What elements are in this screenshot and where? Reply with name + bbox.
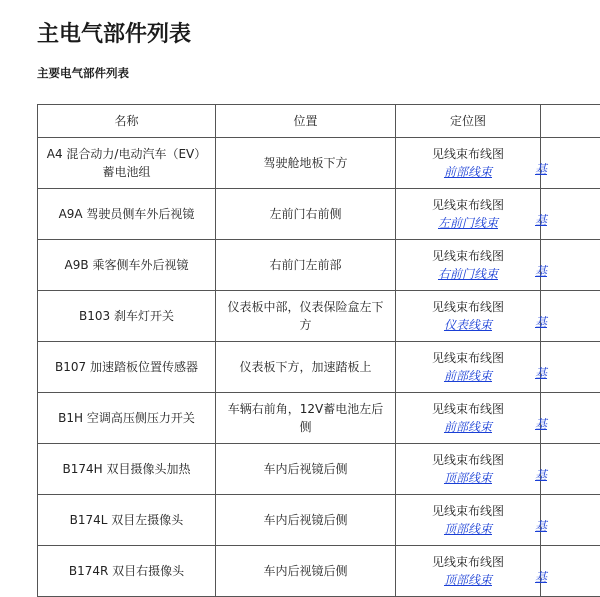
locator-map-cell: [396, 444, 541, 495]
table-row: [38, 138, 600, 189]
component-name: A9B 乘客侧车外后视镜: [38, 240, 216, 291]
section-subtitle: 主要电气部件列表: [37, 64, 129, 82]
extra-link[interactable]: 基: [535, 466, 547, 484]
table-row: [38, 495, 600, 546]
locator-map-cell: [396, 495, 541, 546]
table-row: [38, 240, 600, 291]
locator-map-cell: [396, 189, 541, 240]
locator-map-caption: 见线束布线图: [402, 196, 534, 214]
component-location: 仪表板中部，仪表保险盒左下方: [216, 291, 396, 342]
extra-link[interactable]: 基: [535, 160, 547, 178]
component-name: B174R 双目右摄像头: [38, 546, 216, 597]
locator-map-caption: 见线束布线图: [402, 400, 534, 418]
harness-link[interactable]: 前部线束: [444, 163, 492, 181]
locator-map-caption: 见线束布线图: [402, 553, 534, 571]
parts-table-body: [38, 138, 600, 597]
component-name: B174L 双目左摄像头: [38, 495, 216, 546]
locator-map-cell: [396, 240, 541, 291]
extra-link[interactable]: 基: [535, 568, 547, 586]
locator-map-cell: [396, 342, 541, 393]
harness-link[interactable]: 顶部线束: [444, 469, 492, 487]
table-row: [38, 444, 600, 495]
component-location: 左前门右前侧: [216, 189, 396, 240]
harness-link[interactable]: 左前门线束: [438, 214, 498, 232]
extra-link-cell: [541, 189, 600, 240]
parts-table: [37, 104, 600, 597]
extra-link-cell: [541, 291, 600, 342]
extra-link[interactable]: 基: [535, 517, 547, 535]
component-location: 车内后视镜后侧: [216, 495, 396, 546]
component-name: A4 混合动力/电动汽车（EV）蓄电池组: [38, 138, 216, 189]
component-name: B103 刹车灯开关: [38, 291, 216, 342]
extra-link[interactable]: 基: [535, 211, 547, 229]
page-title: 主电气部件列表: [37, 20, 191, 50]
component-name: B174H 双目摄像头加热: [38, 444, 216, 495]
header-name: 名称: [38, 105, 216, 138]
harness-link[interactable]: 前部线束: [444, 418, 492, 436]
extra-link[interactable]: 基: [535, 313, 547, 331]
extra-link-cell: [541, 444, 600, 495]
component-location: 车内后视镜后侧: [216, 546, 396, 597]
component-name: B107 加速踏板位置传感器: [38, 342, 216, 393]
extra-link[interactable]: 基: [535, 262, 547, 280]
harness-link[interactable]: 前部线束: [444, 367, 492, 385]
locator-map-cell: [396, 546, 541, 597]
harness-link[interactable]: 顶部线束: [444, 571, 492, 589]
component-location: 仪表板下方，加速踏板上: [216, 342, 396, 393]
header-location: 位置: [216, 105, 396, 138]
harness-link[interactable]: 顶部线束: [444, 520, 492, 538]
locator-map-cell: [396, 138, 541, 189]
locator-map-caption: 见线束布线图: [402, 451, 534, 469]
header-locator-map: 定位图: [396, 105, 541, 138]
component-location: 驾驶舱地板下方: [216, 138, 396, 189]
locator-map-caption: 见线束布线图: [402, 247, 534, 265]
extra-link[interactable]: 基: [535, 415, 547, 433]
locator-map-caption: 见线束布线图: [402, 298, 534, 316]
extra-link-cell: [541, 342, 600, 393]
locator-map-cell: [396, 291, 541, 342]
component-name: B1H 空调高压侧压力开关: [38, 393, 216, 444]
locator-map-cell: [396, 393, 541, 444]
extra-link-cell: [541, 138, 600, 189]
component-location: 车辆右前角，12V蓄电池左后侧: [216, 393, 396, 444]
locator-map-caption: 见线束布线图: [402, 349, 534, 367]
extra-link-cell: [541, 240, 600, 291]
extra-link[interactable]: 基: [535, 364, 547, 382]
extra-link-cell: [541, 546, 600, 597]
table-row: [38, 393, 600, 444]
harness-link[interactable]: 仪表线束: [444, 316, 492, 334]
harness-link[interactable]: 右前门线束: [438, 265, 498, 283]
table-row: [38, 342, 600, 393]
table-row: [38, 189, 600, 240]
extra-link-cell: [541, 495, 600, 546]
table-row: [38, 291, 600, 342]
component-location: 车内后视镜后侧: [216, 444, 396, 495]
component-location: 右前门左前部: [216, 240, 396, 291]
locator-map-caption: 见线束布线图: [402, 145, 534, 163]
extra-link-cell: [541, 393, 600, 444]
table-header-row: [38, 105, 600, 138]
locator-map-caption: 见线束布线图: [402, 502, 534, 520]
table-row: [38, 546, 600, 597]
header-extra: [541, 105, 600, 138]
component-name: A9A 驾驶员侧车外后视镜: [38, 189, 216, 240]
